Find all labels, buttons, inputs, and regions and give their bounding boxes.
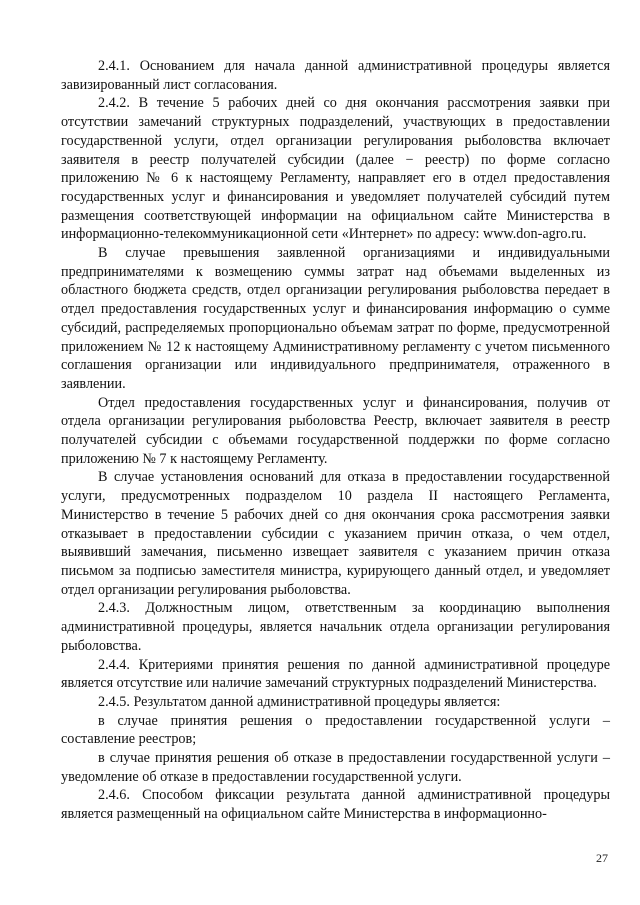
- paragraph-2-4-6: 2.4.6. Способом фиксации результата данной административной процедуры является размещенный на официальном сайте Министерства в информационно-: [61, 787, 610, 823]
- paragraph-2-4-3: 2.4.3. Должностным лицом, ответственным за координацию выполнения административной процедуры, является начальник отдела организации регулирования рыболовства.: [61, 600, 610, 654]
- paragraph-2-4-5: 2.4.5. Результатом данной административной процедуры является:: [98, 693, 501, 710]
- paragraph-excess-claims: В случае превышения заявленной организациями и индивидуальными предпринимателями к возмещению суммы затрат над объемами выделенных из областного бюджета средств, отдел организации регулирования рыболовства передает в отдел предоставления государственных услуг и финансирования информацию о сумме субсидий, распределяемых пропорционально объемам затрат по форме, предусмотренной приложением № 12 к настоящему Административному регламенту с учетом письменного соглашения организации или индивидуального предпринимателя, отраженного в заявлении.: [61, 245, 610, 392]
- paragraph-refusal-grounds: В случае установления оснований для отказа в предоставлении государственной услуги, предусмотренных подразделом 10 раздела II настоящего Регламента, Министерство в течение 5 рабочих дней со дня окончания срока рассмотрения заявки отказывает в предоставлении субсидии с указанием причин отказа, о чем отдел, выявивший замечания, письменно извещает заявителя с указанием причин отказа письмом за подписью заместителя министра, курирующего данный отдел, и уведомляет отдел организации регулирования рыболовства.: [61, 469, 610, 598]
- paragraph-2-4-2: 2.4.2. В течение 5 рабочих дней со дня окончания рассмотрения заявки при отсутствии замечаний структурных подразделений, участвующих в предоставлении государственной услуги, отдел организации регулирования рыболовства включает заявителя в реестр получателей субсидии (далее − реестр) по форме согласно приложению № 6 к настоящему Регламенту, направляет его в отдел предоставления государственных услуг и финансирования и уведомляет получателей субсидий путем размещения соответствующей информации на официальном сайте Министерства в информационно-телекоммуникационной сети «Интернет» по адресу: www.don-agro.ru.: [61, 95, 610, 243]
- paragraph-2-4-1: 2.4.1. Основанием для начала данной административной процедуры является завизированный лист согласования.: [61, 58, 610, 93]
- document-body: [61, 57, 610, 824]
- paragraph-finance-department: Отдел предоставления государственных услуг и финансирования, получив от отдела организации регулирования рыболовства Реестр, включает заявителя в реестр получателей субсидии с объемами государственной поддержки по форме согласно приложению № 7 к настоящему Регламенту.: [61, 394, 610, 467]
- page-number: 27: [596, 851, 608, 865]
- paragraph-2-4-4: 2.4.4. Критериями принятия решения по данной административной процедуре является отсутствие или наличие замечаний структурных подразделений Министерства.: [61, 656, 610, 692]
- paragraph-result-refusal: в случае принятия решения об отказе в предоставлении государственной услуги – уведомление об отказе в предоставлении государственной услуги.: [61, 750, 610, 785]
- paragraph-result-approval: в случае принятия решения о предоставлении государственной услуги – составление реестров;: [61, 712, 610, 748]
